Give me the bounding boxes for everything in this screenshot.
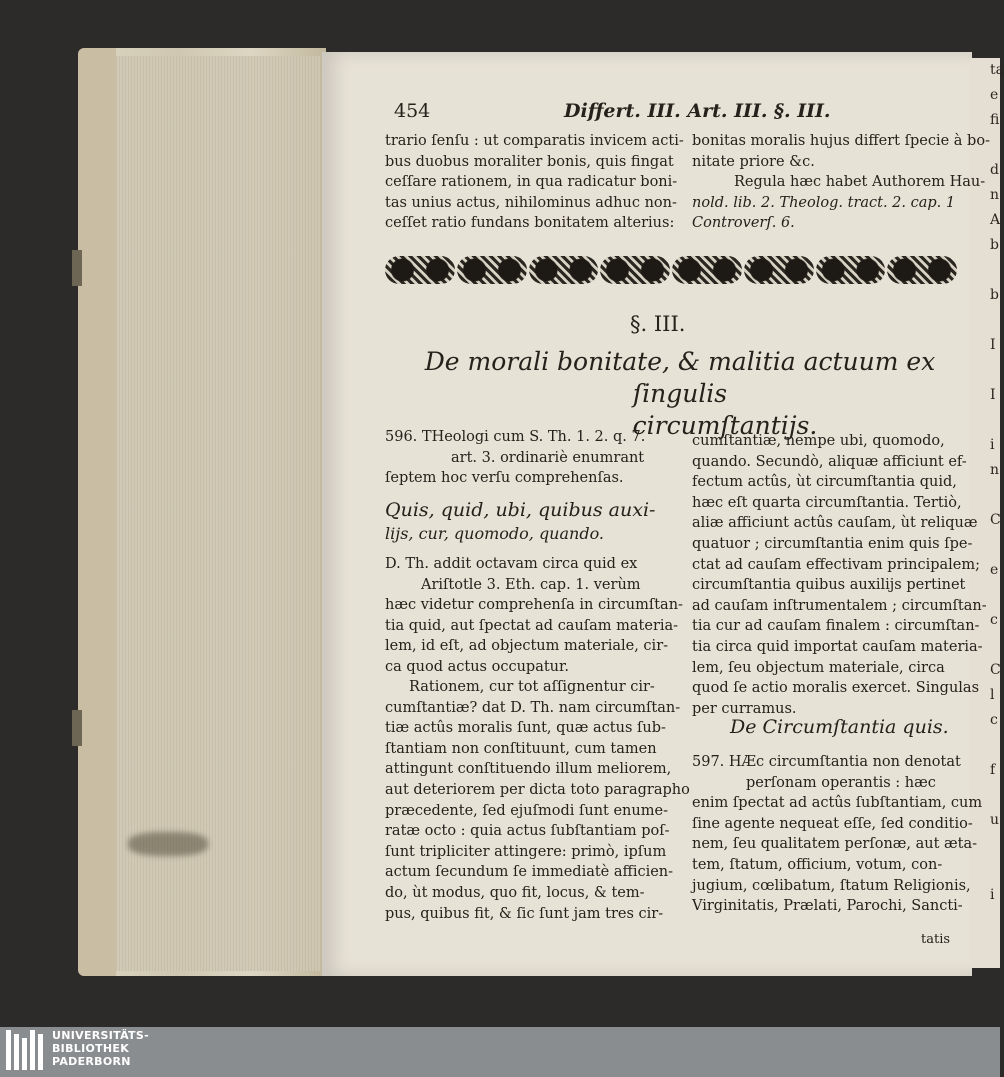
text-line: nold. lib. 2. Theolog. tract. 2. cap. 1 bbox=[692, 194, 956, 211]
text-line: actum ſecundum ſe immediatè afficien- bbox=[385, 864, 674, 881]
footer-bar bbox=[0, 1027, 1000, 1077]
library-line: PADERBORN bbox=[52, 1055, 131, 1068]
edge-stain bbox=[128, 832, 208, 856]
next-page-fragment bbox=[990, 633, 1000, 658]
text-line: nem, ſeu qualitatem perſonæ, aut æta- bbox=[692, 836, 978, 853]
next-page-fragment: n bbox=[990, 462, 1000, 478]
text-line: ca quod actus occupatur. bbox=[385, 658, 569, 675]
text-line: pus, quibus fit, & ſic ſunt jam tres cir- bbox=[385, 905, 664, 922]
text-line: Regula hæc habet Authorem Hau- bbox=[734, 174, 986, 191]
running-head: Differt. III. Art. III. §. III. bbox=[564, 100, 831, 122]
right-paragraph bbox=[692, 431, 987, 719]
text-line: præcedente, ſed ejuſmodi ſunt enume- bbox=[385, 802, 668, 819]
page-header bbox=[394, 100, 954, 126]
next-page-fragment bbox=[990, 833, 1000, 858]
text-line: ſunt tripliciter attingere: primò, ipſum bbox=[385, 843, 667, 860]
section-title-line: De morali bonitate, & malitia actuum ex ſingulis bbox=[424, 347, 936, 408]
text-line: aut deteriorem per dicta toto paragrapho bbox=[385, 781, 690, 798]
text-line: cumſtantiæ? dat D. Th. nam circumſtan- bbox=[385, 699, 681, 716]
text-line: do, ùt modus, quo fit, locus, & tem- bbox=[385, 884, 645, 901]
text-line: jugium, cœlibatum, ſtatum Religionis, bbox=[692, 877, 971, 894]
text-line: ſeptem hoc verſu comprehenſas. bbox=[385, 470, 624, 487]
next-page-fragment: l bbox=[990, 687, 995, 703]
page-number: 454 bbox=[394, 100, 431, 122]
text-line: attingunt conſtituendo illum meliorem, bbox=[385, 761, 672, 778]
next-page-fragment: b bbox=[990, 237, 999, 253]
verse-line: lijs, cur, quomodo, quando. bbox=[385, 524, 605, 543]
text-line: tia quid, aut ſpectat ad cauſam materia- bbox=[385, 617, 679, 634]
text-line: perſonam operantis : hæc bbox=[746, 774, 936, 791]
text-line: Virginitatis, Prælati, Parochi, Sancti- bbox=[692, 898, 963, 915]
next-page-fragment: b bbox=[990, 287, 999, 303]
verse-line: Quis, quid, ubi, quibus auxi- bbox=[385, 499, 656, 521]
text-line: Rationem, cur tot aſſignentur cir- bbox=[409, 679, 655, 695]
text-line: 596. THeologi cum S. Th. 1. 2. q. 7. bbox=[385, 429, 646, 445]
text-line: quatuor ; circumſtantia enim quis ſpe- bbox=[692, 535, 973, 552]
section-mark: §. III. bbox=[630, 312, 686, 336]
next-page-fragment: ta bbox=[990, 62, 1004, 78]
next-page-fragment: I bbox=[990, 387, 996, 403]
next-page-fragment bbox=[990, 533, 1000, 558]
text-line: nitate priore &c. bbox=[692, 153, 815, 170]
next-page-fragment: e bbox=[990, 87, 999, 103]
text-line: ſine agente nequeat eſſe, ſed conditio- bbox=[692, 815, 973, 832]
next-page-fragment: fi bbox=[990, 112, 1000, 128]
next-page-fragment: c bbox=[990, 712, 998, 728]
next-page-fragment bbox=[990, 408, 1000, 433]
subheading-circumstantia-quis: De Circumſtantia quis. bbox=[730, 716, 949, 738]
library-line: BIBLIOTHEK bbox=[52, 1042, 130, 1055]
text-line: hæc videtur comprehenſa in circumſtan- bbox=[385, 597, 683, 614]
next-page-fragment bbox=[990, 308, 1000, 333]
paragraph-597 bbox=[692, 752, 982, 917]
section-title-line: circumſtantijs. bbox=[632, 411, 818, 440]
text-line: per curramus. bbox=[692, 700, 797, 717]
text-line: ad cauſam inſtrumentalem ; circumſtan- bbox=[692, 597, 987, 614]
text-line: ratæ octo : quia actus ſubſtantiam poſ- bbox=[385, 823, 670, 840]
next-page-fragment bbox=[990, 783, 1000, 808]
text-line: hæc eſt quarta circumſtantia. Tertiò, bbox=[692, 494, 962, 511]
text-line: ctat ad cauſam effectivam principalem; bbox=[692, 556, 981, 573]
next-page-fragment: f bbox=[990, 762, 996, 778]
next-page-fragment bbox=[990, 133, 1000, 158]
text-line: tiæ actûs moralis ſunt, quæ actus ſub- bbox=[385, 720, 666, 737]
text-line: enim ſpectat ad actûs ſubſtantiam, cum bbox=[692, 795, 983, 812]
paragraph-596 bbox=[385, 427, 645, 489]
clasp-upper bbox=[72, 250, 82, 286]
next-page-fragment: C bbox=[990, 662, 1001, 678]
library-name bbox=[52, 1029, 149, 1068]
paragraph-d-th bbox=[385, 554, 683, 678]
text-line: 597. HÆc circumſtantia non denotat bbox=[692, 754, 961, 770]
text-line: lem, id eſt, ad objectum materiale, cir- bbox=[385, 638, 669, 655]
text-line: art. 3. ordinariè enumrant bbox=[451, 449, 645, 466]
top-left-column bbox=[385, 131, 684, 234]
text-line: tem, ſtatum, officium, votum, con- bbox=[692, 856, 943, 873]
text-line: bonitas moralis hujus differt ſpecie à bo- bbox=[692, 133, 990, 149]
book-cover-spine bbox=[78, 48, 116, 976]
paragraph-rationem bbox=[385, 677, 690, 924]
text-line: trario ſenſu : ut comparatis invicem acti- bbox=[385, 133, 684, 149]
next-page-fragment: I bbox=[990, 337, 996, 353]
text-line: tia cur ad cauſam finalem : circumſtan- bbox=[692, 618, 980, 635]
text-line: quod ſe actio moralis exercet. Singulas bbox=[692, 680, 980, 697]
next-page-fragment: d bbox=[990, 162, 999, 178]
text-line: cumſtantiæ, nempe ubi, quomodo, bbox=[692, 433, 945, 449]
next-page-fragment: i bbox=[990, 887, 995, 903]
next-page-fragment bbox=[990, 858, 1000, 883]
text-line: quando. Secundò, aliquæ afficiunt ef- bbox=[692, 453, 967, 470]
next-page-fragment: c bbox=[990, 612, 998, 628]
text-line: fectum actûs, ùt circumſtantia quid, bbox=[692, 474, 957, 491]
text-line: ſtantiam non conſtituunt, cum tamen bbox=[385, 740, 657, 757]
next-page-fragment: C bbox=[990, 512, 1001, 528]
next-page-fragment: n bbox=[990, 187, 1000, 203]
catchword: tatis bbox=[921, 932, 951, 947]
text-line: tas unius actus, nihilominus adhuc non- bbox=[385, 194, 677, 211]
verse-circumstances bbox=[385, 498, 655, 546]
next-page-fragment bbox=[990, 583, 1000, 608]
next-page-fragment bbox=[990, 733, 1000, 758]
text-line: bus duobus moraliter bonis, quis fingat bbox=[385, 153, 674, 170]
next-page-fragment bbox=[990, 483, 1000, 508]
library-logo-icon bbox=[6, 1030, 46, 1074]
next-page-fragment bbox=[990, 358, 1000, 383]
text-line: lem, ſeu objectum materiale, circa bbox=[692, 659, 945, 676]
next-page-fragment: i bbox=[990, 437, 995, 453]
text-line: ceſſare rationem, in qua radicatur boni- bbox=[385, 174, 678, 191]
text-line: aliæ afficiunt actûs cauſam, ùt reliquæ bbox=[692, 515, 978, 532]
text-line: ceſſet ratio fundans bonitatem alterius: bbox=[385, 215, 675, 232]
text-line: D. Th. addit octavam circa quid ex bbox=[385, 556, 638, 572]
clasp-lower bbox=[72, 710, 82, 746]
top-right-column bbox=[692, 131, 990, 234]
next-page-fragment bbox=[990, 258, 1000, 283]
next-page-fragment: u bbox=[990, 812, 1000, 828]
text-line: Ariſtotle 3. Eth. cap. 1. verùm bbox=[421, 576, 641, 593]
text-line: Controverſ. 6. bbox=[692, 215, 795, 232]
library-line: UNIVERSITÄTS- bbox=[52, 1029, 149, 1042]
decorative-ornament-band bbox=[385, 252, 957, 288]
text-line: circumſtantia quibus auxilijs pertinet bbox=[692, 577, 966, 594]
next-page-fragment: A bbox=[990, 212, 1001, 228]
text-line: tia circa quid importat cauſam materia- bbox=[692, 638, 983, 655]
next-page-fragment: e bbox=[990, 562, 999, 578]
